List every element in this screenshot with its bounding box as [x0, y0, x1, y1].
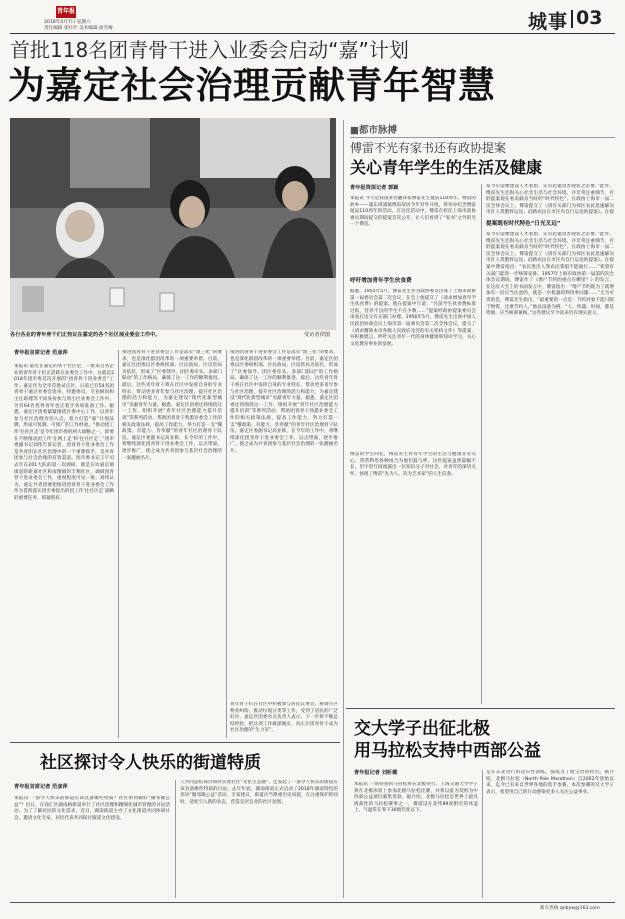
lead-photo [10, 118, 336, 330]
footer-rule [10, 902, 615, 903]
main-vertical-rule [343, 120, 344, 898]
story4-col1: 本报讯 一场特别的马拉松将在北极举行，上海交通大学学子将在北极冰原上参加北极马拉松比赛，并将以此为契机为中西部公益项目募集善款。据介绍，北极马拉松是世界上最具挑战性的马拉松赛事之一，赛道设在北纬89度附近的冰盖上，气温常在零下30摄氏度以下。 [354, 782, 478, 814]
story4-title-line1: 交大学子出征北极 [354, 719, 490, 739]
story4-top-rule [346, 708, 615, 709]
page-number: 03 [576, 7, 603, 29]
story2-body-d: 家今后需要建设人才着想，实有迅速改善现状之必要。”此外，傅雷先生还很关心社会生活与社会环境，并非常注重细节，有的提案现在看来颇具当时的“时代特色”。在政协上海市一届二次全体会议上，傅雷提交了《请有关部门为郊区农民迅速解决市区人粪肥料运送、沿路农民在市区内自行运送的提案》。在提案中傅雷指出：“农民进出人粪农民粪船不能通行……”希望有关部门能进一步统筹安排。1957年上海市政协第一届第四次全体会议期间，傅雷作了《增产节约的重点在哪里？》的发言，在这次大会上的书面发言中，傅雷指出：“增产节约既为了既增加有一倍应当注意的，就是一台机器的利用率问题……”尤为可贵的是，傅雷先生指出，“最重要的一点是：节约对象不能只限于物资，还要节约人。”他以设备为例，“人、机器、时间，都是资源，应当统筹兼顾。”这些建议至今读来仍有现实意义。 [486, 232, 614, 317]
column-tag: ■都市脉搏 [350, 125, 397, 136]
story1-col-rule-2 [226, 350, 227, 738]
story4-byline: 青年报记者 刘昕璐 [354, 770, 398, 776]
story3-title: 社区探讨令人快乐的街道特质 [40, 753, 261, 773]
story2-subhead-2: 提案既有时代特色“日光叉远” [486, 221, 561, 227]
story2-body-b: 据悉，1955年5月，傅雷先生作为政协委员出席了上海市政协第一届委员会第二次会议，在会上他提交了《请求增加青年学生伙食费》的提案。他在提案中写道：“目前学生伙食费标准过低，营养不良的学生不在少数……”提案经政协提案委员会审查后送交有关部门办理。1956年5月，傅雷先生出席中国人民政治协商会议上海市第一届委员会第二次全体会议，提交了《请求精简本市各级人民政府及党的有关机构文件》等提案，并积极建言，呼吁关注青年一代的身体健康和知识学习，关心文化教育事业的发展。 [350, 289, 476, 347]
footer-contact: 新车热线 qnbyw@163.com [540, 906, 600, 911]
story3-col-rule [175, 780, 176, 898]
story1-bottom-rule [10, 742, 340, 743]
headline-kicker: 首批118名团青骨干进入业委会启动“嘉”计划 [10, 38, 409, 62]
story3-col1: 本报讯 一条令人快乐的街道应该具备哪些特质？社区如何做好“微邻微公益”？近日，在徐汇区湖南路街道举行了社区治理和精细化城市管理的讨论活动。为了了解居民的文化需求，近日，湖南街道主办了文化街道共同体研讨会，邀请文化专家、居民代表共同探讨街道文化建设。 [14, 796, 170, 821]
photo-credit: 受访者供图 [304, 332, 330, 338]
story2-body-c: 傅雷的学生回忆，傅雷先生对青年学生的生活与健康非常关心，常常利用各种场合为他们鼓与呼。这些提案虽然篇幅不长，但字里行间流露出一位知识分子对社会、对青年的深切关怀，体现了傅雷“先为人、次为艺术家”的人生信条。 [350, 452, 476, 477]
story2-body-d-top: 家今后需要建设人才着想，实有迅速改善现状之必要。”此外，傅雷先生还很关心社会生活与社会环境，并非常注重细节，有的提案现在看来颇具当时的“时代特色”。在政协上海市一届二次全体会议上，傅雷提交了《请有关部门为郊区农民迅速解决市区人粪肥料运送、沿路农民在市区内自行运送的提案》。在提 [486, 184, 614, 216]
story3-col2: 人共同总结探讨如何实现社区“文化生态圈”，还发起了一条令人快乐的街道应该具备哪些特质的讨论。去年年底，湖南街道正式启动了2018年湖南特色的邻居“微邻微公益”活动。专家建议，街道应当尊重历史风貌，在注重保护的同时，适度引入新的业态，营造宜居宜业的社区氛围。 [180, 780, 338, 805]
story3-byline: 青年报首席记者 范彦萍 [14, 784, 68, 790]
masthead [10, 6, 615, 32]
section-divider [571, 10, 573, 28]
headline-title: 为嘉定社会治理贡献青年智慧 [8, 64, 496, 107]
story2-body-a: 本报讯 今天是我国著名翻译家傅雷先生诞辰110周年。傅雷的故乡——浦东周浦镇傅雷故居今年对外开放，将举办纪念傅雷诞辰110周年的活动。在这次活动中，傅雷在担任上海市政协委员期间提交的提案首次公开，让人们看到了“家书”之外的另一个傅雷。 [350, 196, 476, 228]
photo-illustration [10, 118, 336, 330]
story2-subhead-1: 呼吁增加青年学生伙食费 [350, 278, 412, 284]
photo-caption: 各行各业的青年骨干们正热议在嘉定的各个社区展业委会工作中。 [10, 332, 161, 338]
story4-title-line2: 用马拉松支持中西部公益 [354, 741, 541, 761]
story1-col-rule-1 [118, 350, 119, 738]
story4-col-rule [482, 770, 483, 898]
story1-col1: 本报讯 最近在嘉定的各个社区里，一批来自各企业的青年骨干们正活跃在业委会工作中，这就是2018年团市委首次开展的“团青骨干进业委会”工作。嘉定作为全市首批试点区，日前已有54名团青骨干通过业委会选举，特邀委员，专业顾问和主任助理等不同身份参与到小区业委会工作中。另有64名优秀青年也正着手各项准备工作。据悉，嘉定区团委紧紧围绕区委中心工作，以青年参与社区治理为切入点，着力打造“嘉”计划品牌，形成可复制、可推广的工作经验。“推动团工作‘往社区走’是今年团市委的两大战略之一，即要在不断推动团工作‘在网上走’和‘往社区走’，”团市委副书记刘伟告诉记者，团青骨干进业委会工作是共青团在社区治理中的一个重要抓手，是共青团参与社会治理的有效渠道。团市委书记王宇司去年在201大队的第一次调研，就是在访嘉定镇街道的新嘉社区和南翔镇的丰翔社区，调研团青骨干进业委会工作，重视程度可见一斑。刘伟认为，嘉定共青团要把推进团青骨干进业委会工作作为贯彻落实团市委提出的团工作‘往社区走’战略的重要任务，抓紧抓好。 [14, 364, 114, 501]
story4-col2: 是在东北进行的适应性训练，都成为了他宝贵的经历。据介绍，北极马拉松（North Pole Marathon）自2002年创始以来，迄今已有来自世界各地的选手参赛。本次参赛的交大学子表示，希望用自己的行动感染更多人关注公益事业。 [486, 770, 614, 795]
editor-line: 责任编辑 张红叶 美术编辑 徐雪梅 [44, 26, 113, 31]
story2-title: 关心青年学生的生活及健康 [350, 158, 543, 177]
date-line: 2018年4月7日 星期六 [44, 20, 91, 25]
story1-col2: 推进团青骨干进业委会工作是落实“建三化”的要求，也是深化群团改革的一项重要举措。目前，嘉定区团委以区委组织部、区民政局、区房管局为依托，形成了“区委领导、团区委牵头、多部门联动”的工作格局，确保了这一工作的顺利推进。最后，这些青年骨干将在社区中发挥自身的专业特长，带动更多青年参与社区治理，提升社区治理的活力和能力，为嘉定建设“现代化新型城市”贡献青年力量。据悉，嘉定区团委还将围绕这一工作，组织开展“青年社区治理能力提升培训”等系列活动，帮助团青骨干熟悉业委会工作的相关政策法规，提高工作能力，努力打造一支“懂政策、有能力、肯奉献”的青年社区治理骨干队伍。嘉定区委副书记高亚称，在今年的工作中，将继续深化团青骨干进业委会工作，以点带面，逐步推广，使之成为共青团参与基层社会治理的一张靓丽名片。 [122, 350, 222, 461]
newspaper-logo: 青年报 [56, 6, 76, 18]
story1-byline: 青年报首席记者 范彦萍 [14, 350, 68, 356]
story2-kicker: 傅雷不光有家书还有政协提案 [350, 141, 507, 155]
column-tag-rule [350, 137, 615, 138]
story1-col3-cont: 青年骨干们在社区中积极参与居民议事会、协调小区物业纠纷、推动垃圾分类等工作，受到了居民的广泛好评。嘉定区团委有关负责人表示，下一步将不断总结经验，把这项工作做深做实，真正让团青骨干成为社区治理的“生力军”。 [230, 702, 338, 734]
story1-col3: 推进团青骨干进业委会工作是落实“建三化”的要求，也是深化群团改革的一项重要举措。目前，嘉定区团委以区委组织部、区民政局、区房管局为依托，形成了“区委领导、团区委牵头、多部门联动”的工作格局，确保了这一工作的顺利推进。最后，这些青年骨干将在社区中发挥自身的专业特长，带动更多青年参与社区治理，提升社区治理的活力和能力，为嘉定建设“现代化新型城市”贡献青年力量。据悉，嘉定区团委还将围绕这一工作，组织开展“青年社区治理能力提升培训”等系列活动，帮助团青骨干熟悉业委会工作的相关政策法规，提高工作能力，努力打造一支“懂政策、有能力、肯奉献”的青年社区治理骨干队伍。嘉定区委副书记高亚称，在今年的工作中，将继续深化团青骨干进业委会工作，以点带面，逐步推广，使之成为共青团参与基层社会治理的一张靓丽名片。 [230, 350, 338, 454]
section-title: 城事 [528, 11, 569, 33]
story2-byline: 青年报资深记者 郭颖 [350, 185, 399, 191]
story2-column-rule [481, 184, 482, 704]
header-rule [10, 33, 615, 34]
